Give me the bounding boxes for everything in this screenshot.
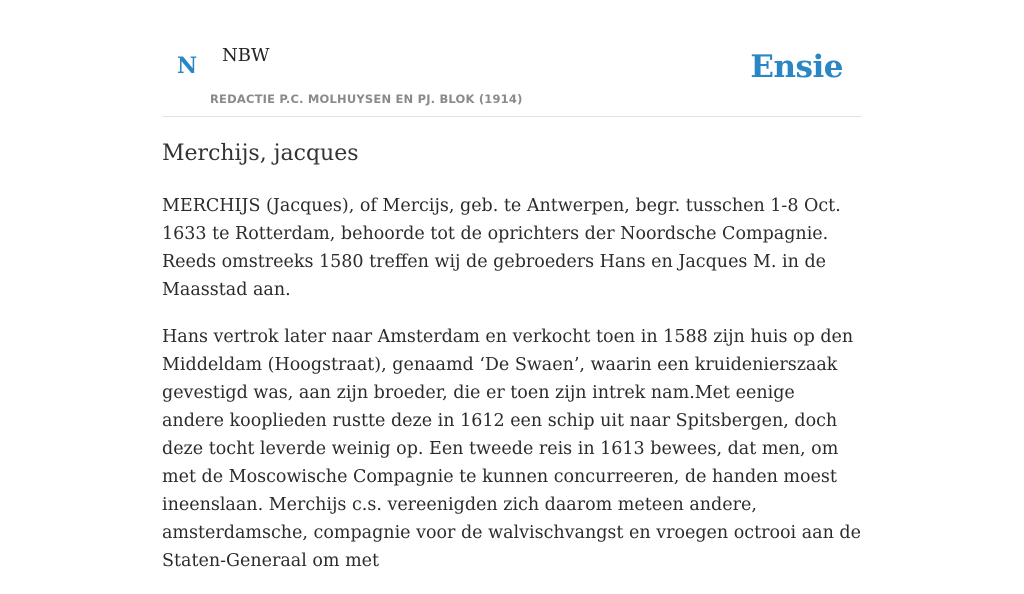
- article-body: [162, 192, 862, 594]
- article-paragraph: MERCHIJS (Jacques), of Mercijs, geb. te Antwerpen, begr. tusschen 1-8 Oct. 1633 te Rotterdam, behoorde tot de oprichters der Noordsche Compagnie. Reeds omstreeks 1580 treffen wij de gebroeders Hans en Jacques M. in de Maasstad aan.: [162, 196, 841, 300]
- article-title: Merchijs, jacques: [162, 141, 359, 166]
- header: [162, 0, 862, 117]
- source-editors: REDACTIE P.C. MOLHUYSEN EN PJ. BLOK (1914): [210, 92, 523, 106]
- page: [162, 0, 862, 571]
- source-name[interactable]: NBW: [222, 45, 270, 66]
- article-paragraph: Hans vertrok later naar Amsterdam en verkocht toen in 1588 zijn huis op den Middeldam (Hoogstraat), genaamd ‘De Swaen’, waarin een kruidenierszaak gevestigd was, aan zijn broeder, die er toen zijn intrek nam.Met eenige andere kooplieden rustte deze in 1612 een schip uit naar Spitsbergen, doch deze tocht leverde weinig op. Een tweede reis in 1613 bewees, dat men, om met de Moscowische Compagnie te kunnen concurreeren, de handen moest ineenslaan. Merchijs c.s. vereenigden zich daarom meteen andere, amsterdamsche, compagnie voor de walvischvangst en vroegen octrooi aan de Staten-Generaal om met: [162, 327, 861, 571]
- source-logo-icon[interactable]: N: [177, 53, 198, 79]
- brand-logo[interactable]: Ensie: [750, 49, 843, 85]
